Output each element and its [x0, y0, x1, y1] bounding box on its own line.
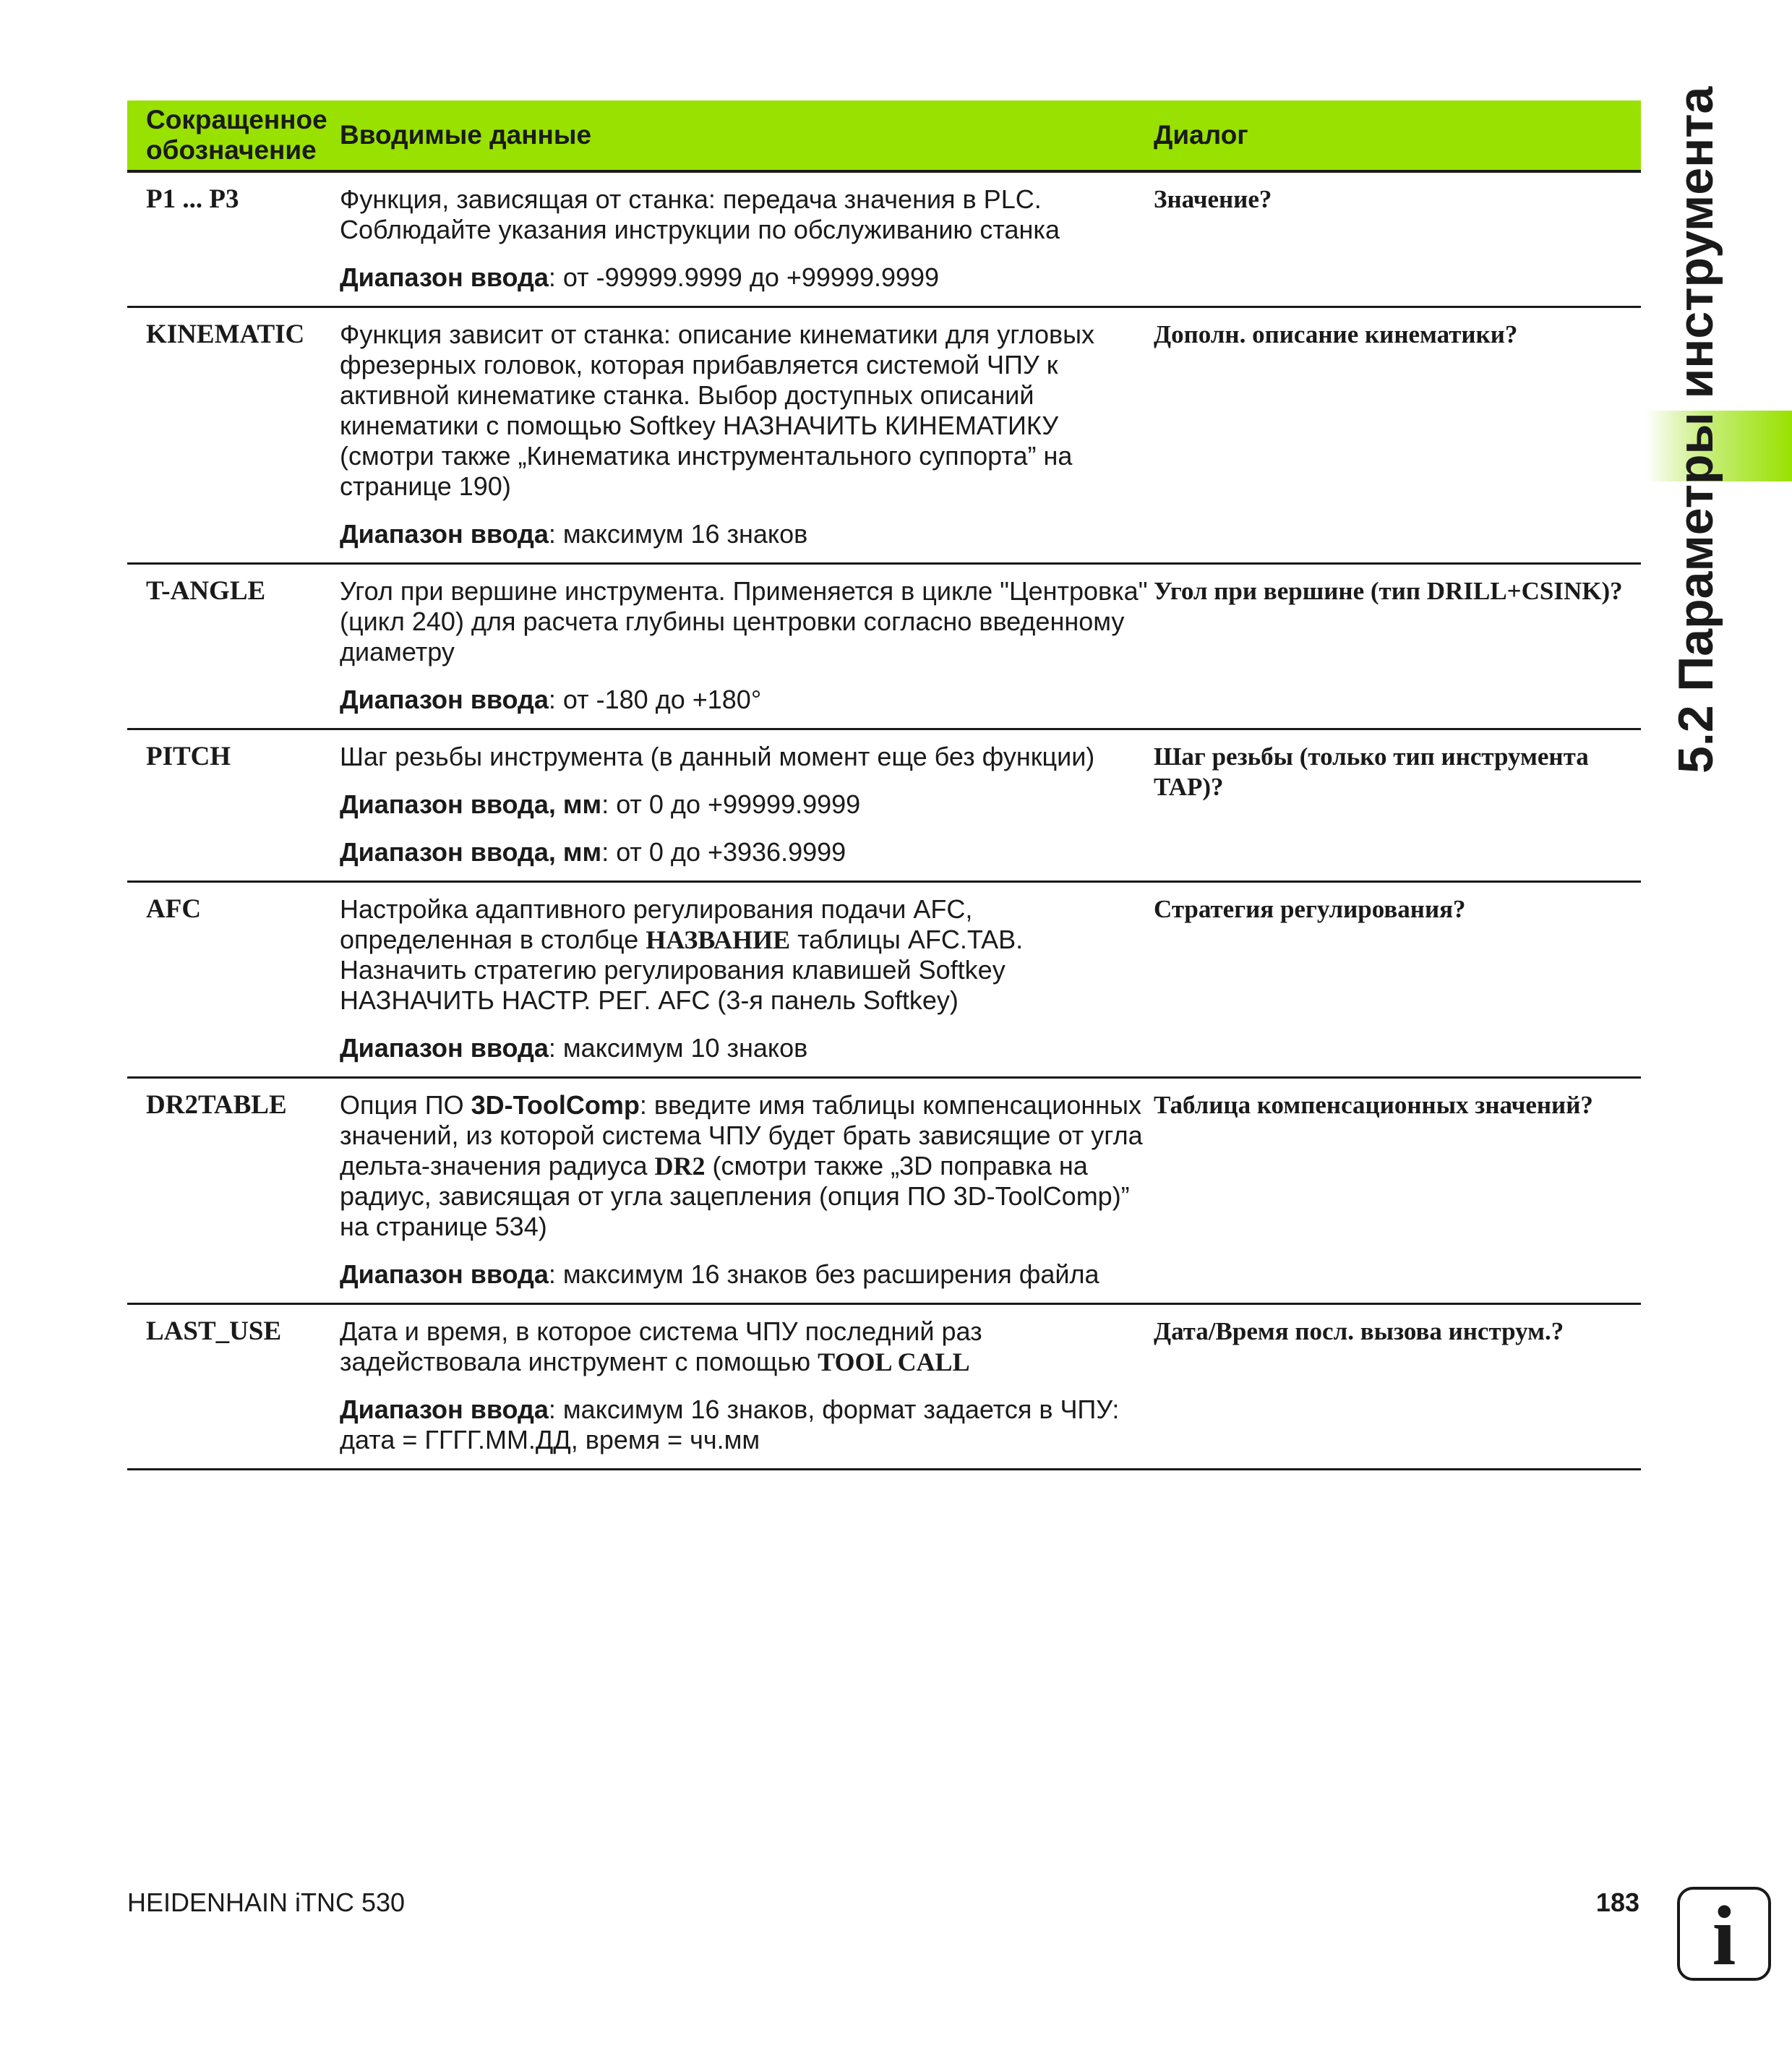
row-dialog: Таблица компенсационных значений?	[1154, 1091, 1593, 1119]
row-description	[340, 171, 1154, 307]
range-value: : максимум 10 знаков	[548, 1033, 808, 1063]
row-description	[340, 729, 1154, 882]
description-part: : введите имя таблицы компенсационных значений, из которой система ЧПУ будет брать зависящие от угла дельта-значения радиуса	[340, 1090, 1143, 1181]
row-dialog: Значение?	[1154, 185, 1272, 213]
header-abbreviation: Сокращенное обозначение	[127, 100, 340, 171]
description-text	[340, 894, 1148, 1016]
description-text: Функция зависит от станка: описание кинематики для угловых фрезерных головок, которая прибавляется системой ЧПУ к активной кинематике станка. Выбор доступных описаний кинематики с помощью Softkey НАЗНАЧИТЬ КИНЕМАТИКУ (смотри также „Кинематика инструментального суппорта” на странице 190)	[340, 320, 1094, 501]
range-label: Диапазон ввода	[340, 685, 549, 714]
description-text: Шаг резьбы инструмента (в данный момент еще без функции)	[340, 742, 1095, 771]
header-dialog: Диалог	[1154, 100, 1641, 171]
range-value: : максимум 16 знаков, формат задается в ЧПУ: дата = ГГГГ.ММ.ДД, время = чч.мм	[340, 1394, 1120, 1454]
description-text: Функция, зависящая от станка: передача значения в PLC. Соблюдайте указания инструкции по обслуживанию станка	[340, 184, 1060, 244]
input-range-mm	[340, 789, 1148, 820]
range-value: : максимум 16 знаков без расширения файла	[548, 1259, 1099, 1289]
table-row	[127, 882, 1641, 1078]
row-description	[340, 882, 1154, 1078]
input-range	[340, 1394, 1148, 1455]
row-description	[340, 1304, 1154, 1470]
table-row	[127, 729, 1641, 882]
info-icon	[1677, 1887, 1771, 1981]
range-label: Диапазон ввода, мм	[340, 789, 602, 819]
row-description	[340, 564, 1154, 729]
row-abbreviation: AFC	[146, 894, 202, 924]
row-abbreviation: KINEMATIC	[146, 320, 305, 349]
row-dialog: Дополн. описание кинематики?	[1154, 320, 1518, 348]
range-label: Диапазон ввода	[340, 1033, 549, 1063]
table-row	[127, 307, 1641, 564]
dr2-keyword: DR2	[654, 1152, 706, 1181]
row-abbreviation: PITCH	[146, 742, 231, 771]
description-part: (смотри также „3D поправка на радиус, зависящая от угла зацепления (опция ПО 3D-ToolComp)” на странице 534)	[340, 1151, 1130, 1241]
input-range	[340, 685, 1148, 715]
row-dialog: Угол при вершине (тип DRILL+CSINK)?	[1154, 577, 1623, 605]
info-letter: i	[1712, 1888, 1736, 1983]
row-dialog: Шаг резьбы (только тип инструмента TAP)?	[1154, 742, 1589, 801]
option-keyword: 3D-ToolComp	[471, 1090, 640, 1120]
range-value: : от 0 до +99999.9999	[601, 789, 861, 819]
range-value: : максимум 16 знаков	[548, 519, 808, 549]
description-text	[340, 1316, 1148, 1377]
row-abbreviation: T-ANGLE	[146, 576, 266, 606]
footer-product-name: HEIDENHAIN iTNC 530	[127, 1888, 406, 1917]
header-input-data: Вводимые данные	[340, 100, 1154, 171]
range-label: Диапазон ввода, мм	[340, 837, 602, 867]
table-row	[127, 1304, 1641, 1470]
range-label: Диапазон ввода	[340, 519, 549, 549]
range-value: : от -99999.9999 до +99999.9999	[548, 262, 940, 292]
row-abbreviation: DR2TABLE	[146, 1090, 287, 1120]
table-row	[127, 1078, 1641, 1304]
description-part: Опция ПО	[340, 1090, 471, 1120]
range-value: : от 0 до +3936.9999	[601, 837, 846, 867]
range-label: Диапазон ввода	[340, 1394, 549, 1424]
table-row	[127, 171, 1641, 307]
description-part: Настройка адаптивного регулирования подачи AFC, определенная в столбце	[340, 894, 973, 954]
page-number: 183	[1595, 1888, 1639, 1917]
column-name-keyword: НАЗВАНИЕ	[646, 925, 791, 954]
table-header-row	[127, 100, 1641, 171]
range-label: Диапазон ввода	[340, 262, 549, 292]
description-text	[340, 1090, 1148, 1242]
range-label: Диапазон ввода	[340, 1259, 549, 1289]
input-range	[340, 1033, 1148, 1063]
description-part: Дата и время, в которое система ЧПУ последний раз задействовала инструмент с помощью	[340, 1316, 982, 1376]
row-abbreviation: P1 ... P3	[146, 184, 239, 214]
input-range	[340, 262, 1148, 293]
input-range	[340, 1259, 1148, 1290]
row-dialog: Стратегия регулирования?	[1154, 895, 1466, 923]
row-dialog: Дата/Время посл. вызова инструм.?	[1154, 1317, 1564, 1345]
row-abbreviation: LAST_USE	[146, 1316, 282, 1346]
section-side-title: 5.2 Параметры инструмента	[1668, 86, 1723, 774]
tool-call-keyword: TOOL CALL	[818, 1348, 970, 1376]
description-part: таблицы AFC.TAB. Назначить стратегию регулирования клавишей Softkey НАЗНАЧИТЬ НАСТР. РЕГ. AFC (3-я панель Softkey)	[340, 925, 1024, 1015]
table-row	[127, 564, 1641, 729]
input-range-inch	[340, 837, 1148, 867]
parameter-table	[127, 100, 1641, 1470]
range-value: : от -180 до +180°	[548, 685, 762, 714]
description-text: Угол при вершине инструмента. Применяется в цикле "Центровка" (цикл 240) для расчета глубины центровки согласно введенному диаметру	[340, 576, 1148, 667]
row-description	[340, 307, 1154, 564]
input-range	[340, 519, 1148, 549]
row-description	[340, 1078, 1154, 1304]
